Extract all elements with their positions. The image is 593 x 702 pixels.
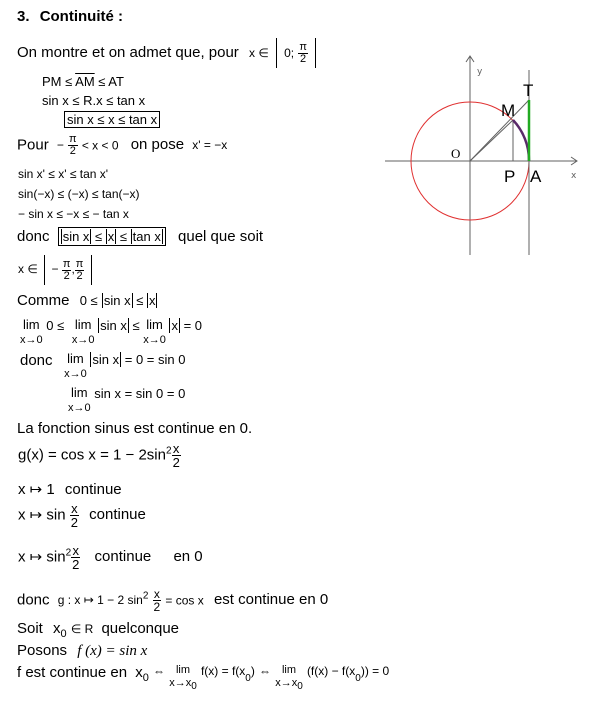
pi-over-2 bbox=[298, 42, 308, 65]
step-3: − sin x ≤ −x ≤ − tan x bbox=[18, 207, 129, 221]
xprime-def: x' = −x bbox=[192, 138, 228, 153]
square: 2 bbox=[65, 547, 72, 559]
den: 2 bbox=[172, 455, 180, 470]
donc-label: donc bbox=[17, 591, 50, 609]
sinus-continue: La fonction sinus est continue en 0. bbox=[17, 420, 253, 437]
pi-over-2 bbox=[62, 257, 75, 282]
section-heading bbox=[17, 8, 123, 25]
pi: π bbox=[75, 257, 84, 270]
x-over-2 bbox=[70, 502, 79, 529]
lim-sub: x→x bbox=[275, 676, 298, 689]
interval-zero: 0; bbox=[284, 45, 295, 60]
bracket-open-right bbox=[315, 38, 316, 68]
lim: lim bbox=[281, 664, 297, 676]
map-expr: x ↦ sin bbox=[18, 506, 66, 524]
lim-sub: x→0 bbox=[71, 334, 95, 347]
lim-sub: x→0 bbox=[143, 334, 166, 347]
bracket-left bbox=[44, 255, 45, 285]
lim: lim bbox=[71, 385, 88, 400]
square: 2 bbox=[166, 445, 172, 457]
lim-block bbox=[143, 318, 166, 347]
unit-circle-figure bbox=[385, 50, 585, 260]
quelconque: quelconque bbox=[101, 620, 180, 637]
comme-label: Comme bbox=[17, 292, 70, 309]
pi: π bbox=[69, 133, 77, 145]
map-2 bbox=[18, 502, 146, 529]
donc-abs-line bbox=[17, 227, 263, 246]
continue-label: continue bbox=[89, 506, 146, 524]
abs-tan-x: tan x bbox=[132, 229, 161, 244]
zero-le: 0 ≤ bbox=[79, 293, 98, 308]
x0: x bbox=[53, 620, 61, 637]
x-over-2 bbox=[153, 588, 162, 613]
ineq-pm: PM ≤ bbox=[42, 74, 76, 89]
intro-text: On montre et on admet que, pour bbox=[17, 43, 239, 61]
point-t-label: T bbox=[523, 81, 534, 100]
lim-block bbox=[275, 664, 303, 692]
two: 2 bbox=[69, 145, 76, 157]
num: x bbox=[72, 543, 79, 558]
abs-sin-x: sin x bbox=[103, 293, 131, 308]
lim-sub: x→x bbox=[169, 676, 192, 689]
eq: = 0 = sin 0 bbox=[124, 352, 186, 367]
lim-squeeze bbox=[20, 318, 202, 347]
arc-am: $\overline{AM}$ bbox=[75, 74, 95, 89]
x-in-interval bbox=[18, 255, 92, 285]
num: x bbox=[153, 587, 160, 601]
fx-eq: f(x) = f(x bbox=[200, 664, 246, 678]
minus: − bbox=[56, 138, 64, 153]
lim-sin-eq: sin x = sin 0 = 0 bbox=[94, 386, 186, 401]
x-label: x bbox=[571, 171, 577, 181]
ineq-at: ≤ AT bbox=[94, 74, 124, 89]
sub0: 0 bbox=[355, 673, 361, 684]
posons-line bbox=[17, 642, 147, 660]
num: x bbox=[172, 441, 180, 456]
x-over-2 bbox=[71, 544, 80, 571]
pi-over-2 bbox=[68, 134, 78, 157]
point-m-label: M bbox=[501, 101, 516, 120]
intro-line bbox=[17, 38, 316, 68]
den: 2 bbox=[72, 557, 80, 572]
comma: , bbox=[71, 262, 75, 277]
map-1 bbox=[18, 480, 122, 498]
lim-block bbox=[169, 664, 197, 692]
square: 2 bbox=[142, 590, 149, 602]
pi: π bbox=[299, 40, 307, 53]
donc-g-line bbox=[17, 588, 328, 613]
f-continuity-line bbox=[17, 664, 389, 692]
g-map: g : x ↦ 1 − 2 sin bbox=[57, 593, 143, 608]
eq-zero: = 0 bbox=[183, 318, 203, 333]
den: 2 bbox=[153, 600, 161, 614]
section-title: Continuité : bbox=[39, 8, 124, 25]
bracket-open-left bbox=[276, 38, 277, 68]
x-in: x ∈ bbox=[18, 262, 38, 277]
en-zero: en 0 bbox=[173, 548, 203, 566]
lim-sin-line bbox=[68, 386, 185, 415]
map-3 bbox=[18, 544, 203, 571]
step-1: sin x' ≤ x' ≤ tan x' bbox=[18, 167, 109, 181]
pour-range: < x < 0 bbox=[81, 138, 119, 153]
y-label: y bbox=[477, 67, 483, 77]
sub0: 0 bbox=[60, 628, 67, 640]
soit-label: Soit bbox=[17, 620, 43, 637]
le: ≤ bbox=[91, 229, 106, 244]
arc-am bbox=[513, 120, 529, 161]
sub0: 0 bbox=[245, 673, 251, 684]
eq-zero: )) = 0 bbox=[360, 664, 390, 678]
step-2: sin(−x) ≤ (−x) ≤ tan(−x) bbox=[18, 187, 140, 201]
g-def: g(x) = cos x = 1 − 2sin bbox=[18, 446, 166, 464]
ineq-sin-x-tan-boxed: sin x ≤ x ≤ tan x bbox=[64, 111, 160, 128]
lim-sub: x→0 bbox=[64, 368, 87, 381]
quel-que-soit: quel que soit bbox=[178, 228, 264, 245]
map-expr: x ↦ 1 bbox=[18, 481, 55, 498]
lim: lim bbox=[146, 317, 163, 332]
lim-block bbox=[68, 386, 91, 415]
point-p-label: P bbox=[504, 167, 516, 186]
est-continue: est continue en 0 bbox=[213, 591, 329, 609]
bracket-right bbox=[91, 255, 92, 285]
abs-sin-x: sin x bbox=[62, 229, 90, 244]
lim-sub: x→0 bbox=[20, 334, 43, 347]
le: ≤ bbox=[132, 293, 147, 308]
donc-label: donc bbox=[17, 228, 50, 245]
two: 2 bbox=[76, 269, 83, 282]
x-over-2 bbox=[172, 442, 181, 469]
x0: x bbox=[135, 664, 143, 681]
lim-block bbox=[72, 318, 95, 347]
iff: ⇔ bbox=[259, 664, 272, 678]
origin-label: O bbox=[451, 146, 461, 161]
abs-x: x bbox=[148, 293, 156, 308]
section-number: 3. bbox=[17, 8, 30, 25]
diff-limit: (f(x) − f(x bbox=[306, 664, 356, 678]
den: 2 bbox=[70, 515, 78, 530]
on-pose: on pose bbox=[130, 136, 185, 154]
lim-sub: x→0 bbox=[68, 402, 91, 415]
continue-label: continue bbox=[94, 548, 152, 566]
sub0: 0 bbox=[191, 680, 197, 692]
lim: lim bbox=[175, 664, 191, 676]
map-expr: x ↦ sin bbox=[18, 548, 66, 566]
close-paren: ) bbox=[250, 664, 255, 678]
pi-over-2 bbox=[75, 259, 85, 282]
le: ≤ bbox=[116, 229, 131, 244]
minus: − bbox=[51, 262, 59, 277]
lim: lim bbox=[74, 317, 92, 332]
iff: ⇔ bbox=[153, 664, 166, 678]
num: x bbox=[71, 501, 78, 516]
abs-ineq-box bbox=[58, 227, 166, 246]
lim: lim bbox=[23, 317, 40, 332]
in-R: ∈ R bbox=[70, 622, 94, 636]
sub0: 0 bbox=[297, 680, 303, 692]
g-def-line bbox=[18, 442, 181, 469]
donc-lim-line bbox=[20, 352, 185, 381]
abs-sin-x: sin x bbox=[92, 352, 120, 367]
zero-le: 0 ≤ bbox=[46, 318, 65, 333]
continue-label: continue bbox=[64, 481, 122, 498]
two: 2 bbox=[300, 52, 307, 65]
donc-label: donc bbox=[20, 352, 53, 369]
f-def: f (x) = sin x bbox=[77, 643, 148, 659]
intro-x-in: x ∈ bbox=[248, 45, 269, 60]
pour-line bbox=[17, 134, 227, 157]
point-a-label: A bbox=[530, 167, 542, 186]
soit-line bbox=[17, 620, 179, 640]
sub0: 0 bbox=[142, 672, 149, 684]
segment-om bbox=[470, 120, 513, 161]
abs-x: x bbox=[107, 229, 115, 244]
abs-x: x bbox=[171, 318, 178, 333]
pi: π bbox=[62, 257, 71, 270]
lim-block bbox=[64, 352, 87, 381]
ineq-pm-am-at bbox=[42, 74, 124, 89]
posons-label: Posons bbox=[17, 642, 68, 659]
pour-label: Pour bbox=[17, 136, 49, 154]
ineq-sin-rx-tan: sin x ≤ R.x ≤ tan x bbox=[42, 93, 146, 108]
abs-sin-x: sin x bbox=[100, 318, 127, 333]
le: ≤ bbox=[128, 318, 144, 333]
f-continue-label: f est continue en bbox=[17, 664, 128, 681]
eq-cos: = cos x bbox=[165, 593, 204, 608]
two: 2 bbox=[63, 269, 70, 282]
lim-block bbox=[20, 318, 43, 347]
lim: lim bbox=[67, 351, 84, 366]
comme-line bbox=[17, 292, 157, 309]
